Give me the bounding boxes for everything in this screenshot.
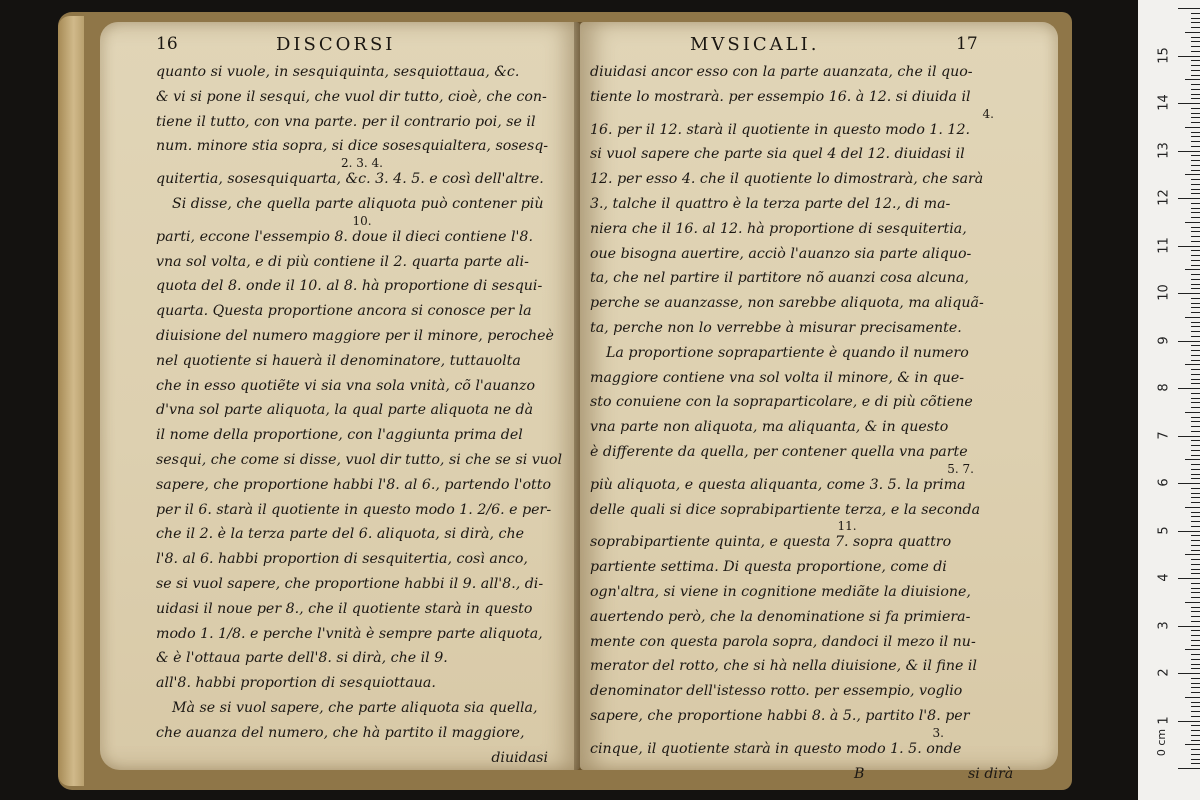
ruler-tick bbox=[1191, 13, 1200, 14]
ruler-tick bbox=[1191, 51, 1200, 52]
text-line: oue bisogna auertire, acciò l'auanzo sia parte aliquo- bbox=[590, 245, 972, 262]
ruler-tick bbox=[1191, 607, 1200, 608]
ruler-tick bbox=[1178, 483, 1200, 484]
text-line: all'8. habbi proportion di sesquiottaua. bbox=[156, 675, 436, 692]
ruler-tick bbox=[1185, 364, 1200, 365]
text-line: si vuol sapere che parte sia quel 4 del 12. diuidasi il bbox=[590, 146, 965, 163]
numeral-line: 4. bbox=[982, 106, 994, 121]
ruler-tick bbox=[1191, 94, 1200, 95]
text-line: sesqui, che come si disse, vuol dir tutto, si che se si vuol bbox=[156, 451, 563, 468]
ruler-tick bbox=[1191, 692, 1200, 693]
ruler-tick bbox=[1191, 526, 1200, 527]
ruler-tick bbox=[1191, 702, 1200, 703]
ruler-tick bbox=[1191, 336, 1200, 337]
ruler-tick bbox=[1185, 697, 1200, 698]
ruler-tick bbox=[1191, 630, 1200, 631]
ruler-tick bbox=[1191, 640, 1200, 641]
ruler-tick bbox=[1191, 360, 1200, 361]
text-line: niera che il 16. al 12. hà proportione di sesquitertia, bbox=[590, 220, 967, 237]
text-line: soprabipartiente quinta, e questa 7. sopra quattro bbox=[590, 534, 952, 551]
numeral-line: 11. bbox=[837, 519, 857, 534]
text-line: ogn'altra, si viene in cognitione mediãte la diuisione, bbox=[590, 583, 971, 600]
ruler-number: 3 bbox=[1156, 620, 1172, 630]
text-line: mente con questa parola sopra, dandoci il mezo il nu- bbox=[590, 633, 976, 650]
ruler-tick bbox=[1178, 8, 1200, 9]
ruler-tick bbox=[1191, 227, 1200, 228]
ruler-tick bbox=[1191, 431, 1200, 432]
ruler-tick bbox=[1191, 89, 1200, 90]
ruler-tick bbox=[1191, 255, 1200, 256]
ruler-tick bbox=[1191, 621, 1200, 622]
ruler-tick bbox=[1185, 649, 1200, 650]
ruler-number: 6 bbox=[1156, 478, 1172, 487]
ruler-tick bbox=[1191, 141, 1200, 142]
ruler-tick bbox=[1191, 502, 1200, 503]
text-line: denominator dell'istesso rotto. per essempio, voglio bbox=[590, 683, 963, 700]
text-line: per il 6. starà il quotiente in questo modo 1. 2/6. e per- bbox=[156, 501, 552, 518]
text-line: sapere, che proportione habbi 8. à 5., partito l'8. per bbox=[590, 707, 970, 724]
ruler-tick bbox=[1191, 516, 1200, 517]
ruler-tick bbox=[1185, 602, 1200, 603]
ruler-number: 12 bbox=[1156, 189, 1172, 206]
ruler-tick bbox=[1191, 559, 1200, 560]
right-page-header bbox=[590, 34, 1044, 58]
ruler-tick bbox=[1191, 402, 1200, 403]
ruler-tick bbox=[1191, 165, 1200, 166]
ruler-tick bbox=[1191, 421, 1200, 422]
ruler-tick bbox=[1191, 407, 1200, 408]
ruler-tick bbox=[1191, 231, 1200, 232]
left-page-text bbox=[156, 60, 568, 770]
text-line: più aliquota, e questa aliquanta, come 3. 5. la prima bbox=[590, 476, 966, 493]
text-line: 16. per il 12. starà il quotiente in questo modo 1. 12. bbox=[590, 121, 970, 138]
book-page-edges bbox=[58, 16, 84, 786]
text-line: cinque, il quotiente starà in questo modo 1. 5. onde bbox=[590, 740, 962, 757]
text-line: & è l'ottaua parte dell'8. si dirà, che il 9. bbox=[156, 650, 448, 667]
ruler-tick bbox=[1191, 122, 1200, 123]
ruler-tick bbox=[1178, 151, 1200, 152]
ruler-tick bbox=[1178, 768, 1200, 769]
right-page-text bbox=[590, 60, 1044, 786]
text-line: parti, eccone l'essempio 8. doue il dieci contiene l'8. bbox=[156, 228, 533, 245]
ruler-tick bbox=[1191, 550, 1200, 551]
ruler-tick bbox=[1191, 635, 1200, 636]
signature-mark: B bbox=[854, 765, 865, 782]
ruler-tick bbox=[1185, 554, 1200, 555]
ruler-tick bbox=[1191, 146, 1200, 147]
text-line: sapere, che proportione habbi l'8. al 6., partendo l'otto bbox=[156, 476, 552, 493]
ruler-tick bbox=[1191, 474, 1200, 475]
ruler-tick bbox=[1185, 459, 1200, 460]
left-page-number: 16 bbox=[156, 34, 178, 54]
ruler-tick bbox=[1191, 98, 1200, 99]
ruler-tick bbox=[1191, 312, 1200, 313]
ruler-tick bbox=[1191, 322, 1200, 323]
ruler-tick bbox=[1191, 117, 1200, 118]
ruler-tick bbox=[1185, 507, 1200, 508]
text-line: è differente da quella, per contener quella vna parte bbox=[590, 443, 968, 460]
ruler-tick bbox=[1191, 383, 1200, 384]
text-line: tiente lo mostrarà. per essempio 16. à 12. si diuida il bbox=[590, 88, 971, 105]
ruler-tick bbox=[1191, 417, 1200, 418]
ruler-tick bbox=[1191, 469, 1200, 470]
catchword: si dirà bbox=[968, 765, 1014, 782]
ruler-tick bbox=[1191, 512, 1200, 513]
ruler-tick bbox=[1191, 241, 1200, 242]
ruler-number: 14 bbox=[1156, 94, 1172, 111]
ruler-number: 7 bbox=[1156, 430, 1172, 440]
catchword: diuidasi bbox=[491, 749, 548, 766]
ruler-tick bbox=[1191, 236, 1200, 237]
text-line: diuisione del numero maggiore per il minore, perocheè bbox=[156, 327, 554, 344]
ruler-tick bbox=[1191, 540, 1200, 541]
text-line: l'8. al 6. habbi proportion di sesquitertia, così anco, bbox=[156, 551, 528, 568]
ruler-tick bbox=[1191, 22, 1200, 23]
ruler-number: 10 bbox=[1156, 284, 1172, 301]
text-line: merator del rotto, che si hà nella diuisione, & il fine il bbox=[590, 658, 977, 675]
ruler-tick bbox=[1191, 155, 1200, 156]
ruler-tick bbox=[1191, 75, 1200, 76]
ruler-tick bbox=[1191, 189, 1200, 190]
ruler-tick bbox=[1191, 645, 1200, 646]
ruler-tick bbox=[1191, 27, 1200, 28]
ruler-tick bbox=[1185, 222, 1200, 223]
ruler-tick bbox=[1191, 393, 1200, 394]
ruler-tick bbox=[1191, 664, 1200, 665]
text-line: vna parte non aliquota, ma aliquanta, & in questo bbox=[590, 419, 949, 436]
ruler-tick bbox=[1191, 350, 1200, 351]
ruler-tick bbox=[1191, 260, 1200, 261]
ruler-number: 13 bbox=[1156, 141, 1172, 159]
ruler-tick bbox=[1191, 488, 1200, 489]
numeral-line: 2. 3. 4. bbox=[341, 156, 383, 171]
ruler-tick bbox=[1191, 493, 1200, 494]
ruler-tick bbox=[1191, 730, 1200, 731]
ruler-tick bbox=[1191, 597, 1200, 598]
ruler-tick bbox=[1191, 170, 1200, 171]
ruler-tick bbox=[1191, 711, 1200, 712]
ruler-tick bbox=[1191, 654, 1200, 655]
text-line: 12. per esso 4. che il quotiente lo dimostrarà, che sarà bbox=[590, 171, 984, 188]
text-line: che in esso quotiẽte vi sia vna sola vnità, cõ l'auanzo bbox=[156, 377, 535, 394]
ruler-tick bbox=[1191, 740, 1200, 741]
text-line: La proportione soprapartiente è quando il numero bbox=[606, 344, 969, 361]
text-line: quota del 8. onde il 10. al 8. hà proportione di sesqui- bbox=[156, 278, 543, 295]
text-line: quitertia, sosesquiquarta, &c. 3. 4. 5. e così dell'altre. bbox=[156, 171, 544, 188]
ruler-number: 1 bbox=[1156, 715, 1172, 725]
text-line: 3., talche il quattro è la terza parte del 12., di ma- bbox=[590, 195, 951, 212]
ruler-tick bbox=[1178, 673, 1200, 674]
ruler-tick bbox=[1191, 687, 1200, 688]
ruler-tick bbox=[1191, 659, 1200, 660]
ruler-tick bbox=[1191, 250, 1200, 251]
ruler-number: 15 bbox=[1156, 46, 1172, 64]
ruler-tick bbox=[1178, 626, 1200, 627]
ruler-tick bbox=[1178, 531, 1200, 532]
ruler-tick bbox=[1191, 521, 1200, 522]
ruler-unit-label: 0 cm bbox=[1155, 728, 1169, 757]
text-line: Mà se si vuol sapere, che parte aliquota sia quella, bbox=[172, 699, 538, 716]
text-line: uidasi il noue per 8., che il quotiente starà in questo bbox=[156, 600, 533, 617]
text-line: se si vuol sapere, che proportione habbi il 9. all'8., di- bbox=[156, 575, 544, 592]
ruler-tick bbox=[1191, 497, 1200, 498]
ruler-tick bbox=[1191, 754, 1200, 755]
ruler-number: 11 bbox=[1156, 236, 1172, 254]
ruler-tick bbox=[1191, 65, 1200, 66]
ruler-tick bbox=[1191, 668, 1200, 669]
text-line: il nome della proportione, con l'aggiunta prima del bbox=[156, 427, 523, 444]
ruler-tick bbox=[1185, 317, 1200, 318]
ruler-tick bbox=[1178, 246, 1200, 247]
ruler-tick bbox=[1191, 583, 1200, 584]
ruler-tick bbox=[1191, 355, 1200, 356]
ruler-tick bbox=[1191, 426, 1200, 427]
ruler-tick bbox=[1191, 611, 1200, 612]
ruler-tick bbox=[1191, 683, 1200, 684]
ruler-tick bbox=[1191, 564, 1200, 565]
text-line: quarta. Questa proportione ancora si conosce per la bbox=[156, 303, 532, 320]
measurement-ruler bbox=[1138, 0, 1200, 800]
text-line: maggiore contiene vna sol volta il minore, & in que- bbox=[590, 369, 965, 386]
ruler-tick bbox=[1191, 374, 1200, 375]
ruler-tick bbox=[1191, 573, 1200, 574]
ruler-tick bbox=[1191, 265, 1200, 266]
ruler-tick bbox=[1191, 37, 1200, 38]
ruler-tick bbox=[1191, 440, 1200, 441]
ruler-tick bbox=[1191, 450, 1200, 451]
ruler-tick bbox=[1191, 217, 1200, 218]
ruler-tick bbox=[1191, 535, 1200, 536]
ruler-tick bbox=[1191, 179, 1200, 180]
ruler-tick bbox=[1191, 18, 1200, 19]
text-line: Si disse, che quella parte aliquota può contener più bbox=[172, 195, 544, 212]
right-page bbox=[580, 22, 1058, 782]
ruler-tick bbox=[1191, 60, 1200, 61]
text-line: che il 2. è la terza parte del 6. aliquota, si dirà, che bbox=[156, 526, 525, 543]
ruler-number: 8 bbox=[1156, 383, 1172, 392]
ruler-tick bbox=[1185, 32, 1200, 33]
ruler-number: 9 bbox=[1156, 335, 1172, 345]
text-line: d'vna sol parte aliquota, la qual parte aliquota ne dà bbox=[156, 402, 534, 419]
text-line: & vi si pone il sesqui, che vuol dir tutto, cioè, che con- bbox=[156, 88, 547, 105]
text-line: sto conuiene con la sopraparticolare, e di più cõtiene bbox=[590, 394, 973, 411]
ruler-number: 5 bbox=[1156, 525, 1172, 535]
ruler-tick bbox=[1191, 379, 1200, 380]
text-line: tiene il tutto, con vna parte. per il contrario poi, se il bbox=[156, 113, 536, 130]
ruler-tick bbox=[1191, 706, 1200, 707]
ruler-tick bbox=[1191, 369, 1200, 370]
ruler-tick bbox=[1191, 288, 1200, 289]
ruler-tick bbox=[1191, 113, 1200, 114]
ruler-tick bbox=[1191, 331, 1200, 332]
ruler-tick bbox=[1191, 303, 1200, 304]
ruler-tick bbox=[1185, 744, 1200, 745]
ruler-tick bbox=[1191, 279, 1200, 280]
text-line: diuidasi ancor esso con la parte auanzata, che il quo- bbox=[590, 64, 973, 80]
catchword-line bbox=[590, 762, 1044, 787]
text-line: nel quotiente si hauerà il denominatore, tuttauolta bbox=[156, 352, 521, 369]
left-page bbox=[100, 22, 580, 770]
ruler-tick bbox=[1185, 174, 1200, 175]
ruler-tick bbox=[1191, 588, 1200, 589]
ruler-tick bbox=[1191, 84, 1200, 85]
text-line: che auanza del numero, che hà partito il maggiore, bbox=[156, 724, 525, 741]
text-line: ta, che nel partire il partitore nõ auanzi cosa alcuna, bbox=[590, 270, 969, 287]
ruler-number: 2 bbox=[1156, 668, 1172, 677]
ruler-tick bbox=[1191, 749, 1200, 750]
ruler-tick bbox=[1191, 212, 1200, 213]
ruler-tick bbox=[1178, 388, 1200, 389]
ruler-tick bbox=[1185, 412, 1200, 413]
ruler-tick bbox=[1191, 616, 1200, 617]
left-page-header bbox=[156, 34, 568, 58]
ruler-tick bbox=[1178, 293, 1200, 294]
ruler-tick bbox=[1191, 46, 1200, 47]
ruler-tick bbox=[1178, 721, 1200, 722]
ruler-tick bbox=[1191, 735, 1200, 736]
ruler-number: 4 bbox=[1156, 573, 1172, 582]
ruler-tick bbox=[1191, 41, 1200, 42]
text-line: delle quali si dice soprabipartiente terza, e la seconda bbox=[590, 501, 981, 518]
numeral-line: 3. bbox=[932, 725, 944, 740]
ruler-tick bbox=[1191, 136, 1200, 137]
ruler-tick bbox=[1191, 193, 1200, 194]
ruler-tick bbox=[1191, 203, 1200, 204]
ruler-tick bbox=[1191, 184, 1200, 185]
ruler-tick bbox=[1191, 398, 1200, 399]
ruler-tick bbox=[1191, 592, 1200, 593]
ruler-tick bbox=[1191, 716, 1200, 717]
right-running-head: MVSICALI. bbox=[690, 34, 820, 55]
ruler-tick bbox=[1191, 326, 1200, 327]
left-running-head: DISCORSI bbox=[276, 34, 396, 55]
numeral-line: 5. 7. bbox=[947, 461, 974, 476]
ruler-tick bbox=[1178, 56, 1200, 57]
ruler-tick bbox=[1191, 569, 1200, 570]
ruler-tick bbox=[1191, 759, 1200, 760]
ruler-tick bbox=[1178, 198, 1200, 199]
text-line: num. minore stia sopra, si dice sosesquialtera, sosesq- bbox=[156, 138, 549, 155]
ruler-tick bbox=[1191, 132, 1200, 133]
ruler-tick bbox=[1191, 763, 1200, 764]
text-line: auertendo però, che la denominatione si fa primiera- bbox=[590, 608, 971, 625]
ruler-tick bbox=[1191, 725, 1200, 726]
ruler-tick bbox=[1191, 545, 1200, 546]
ruler-tick bbox=[1178, 578, 1200, 579]
ruler-tick bbox=[1191, 345, 1200, 346]
text-line: ta, perche non lo verrebbe à misurar precisamente. bbox=[590, 319, 962, 336]
ruler-tick bbox=[1185, 269, 1200, 270]
ruler-tick bbox=[1191, 307, 1200, 308]
ruler-tick bbox=[1191, 298, 1200, 299]
right-page-number: 17 bbox=[956, 34, 978, 54]
ruler-tick bbox=[1178, 436, 1200, 437]
ruler-tick bbox=[1191, 284, 1200, 285]
ruler-tick bbox=[1191, 208, 1200, 209]
ruler-tick bbox=[1191, 678, 1200, 679]
ruler-tick bbox=[1191, 455, 1200, 456]
text-line: modo 1. 1/8. e perche l'vnità è sempre parte aliquota, bbox=[156, 625, 543, 642]
text-line: partiente settima. Di questa proportione, come di bbox=[590, 559, 947, 576]
ruler-tick bbox=[1191, 70, 1200, 71]
text-line: perche se auanzasse, non sarebbe aliquota, ma aliquã- bbox=[590, 295, 984, 312]
ruler-tick bbox=[1185, 127, 1200, 128]
numeral-line: 10. bbox=[352, 213, 372, 228]
ruler-tick bbox=[1191, 478, 1200, 479]
text-line: quanto si vuole, in sesquiquinta, sesquiottaua, &c. bbox=[156, 64, 520, 80]
ruler-tick bbox=[1178, 341, 1200, 342]
ruler-tick bbox=[1191, 445, 1200, 446]
ruler-tick bbox=[1191, 108, 1200, 109]
text-line: vna sol volta, e di più contiene il 2. quarta parte ali- bbox=[156, 253, 529, 270]
ruler-tick bbox=[1185, 79, 1200, 80]
ruler-tick bbox=[1191, 464, 1200, 465]
ruler-tick bbox=[1191, 274, 1200, 275]
ruler-tick bbox=[1191, 160, 1200, 161]
ruler-tick bbox=[1178, 103, 1200, 104]
